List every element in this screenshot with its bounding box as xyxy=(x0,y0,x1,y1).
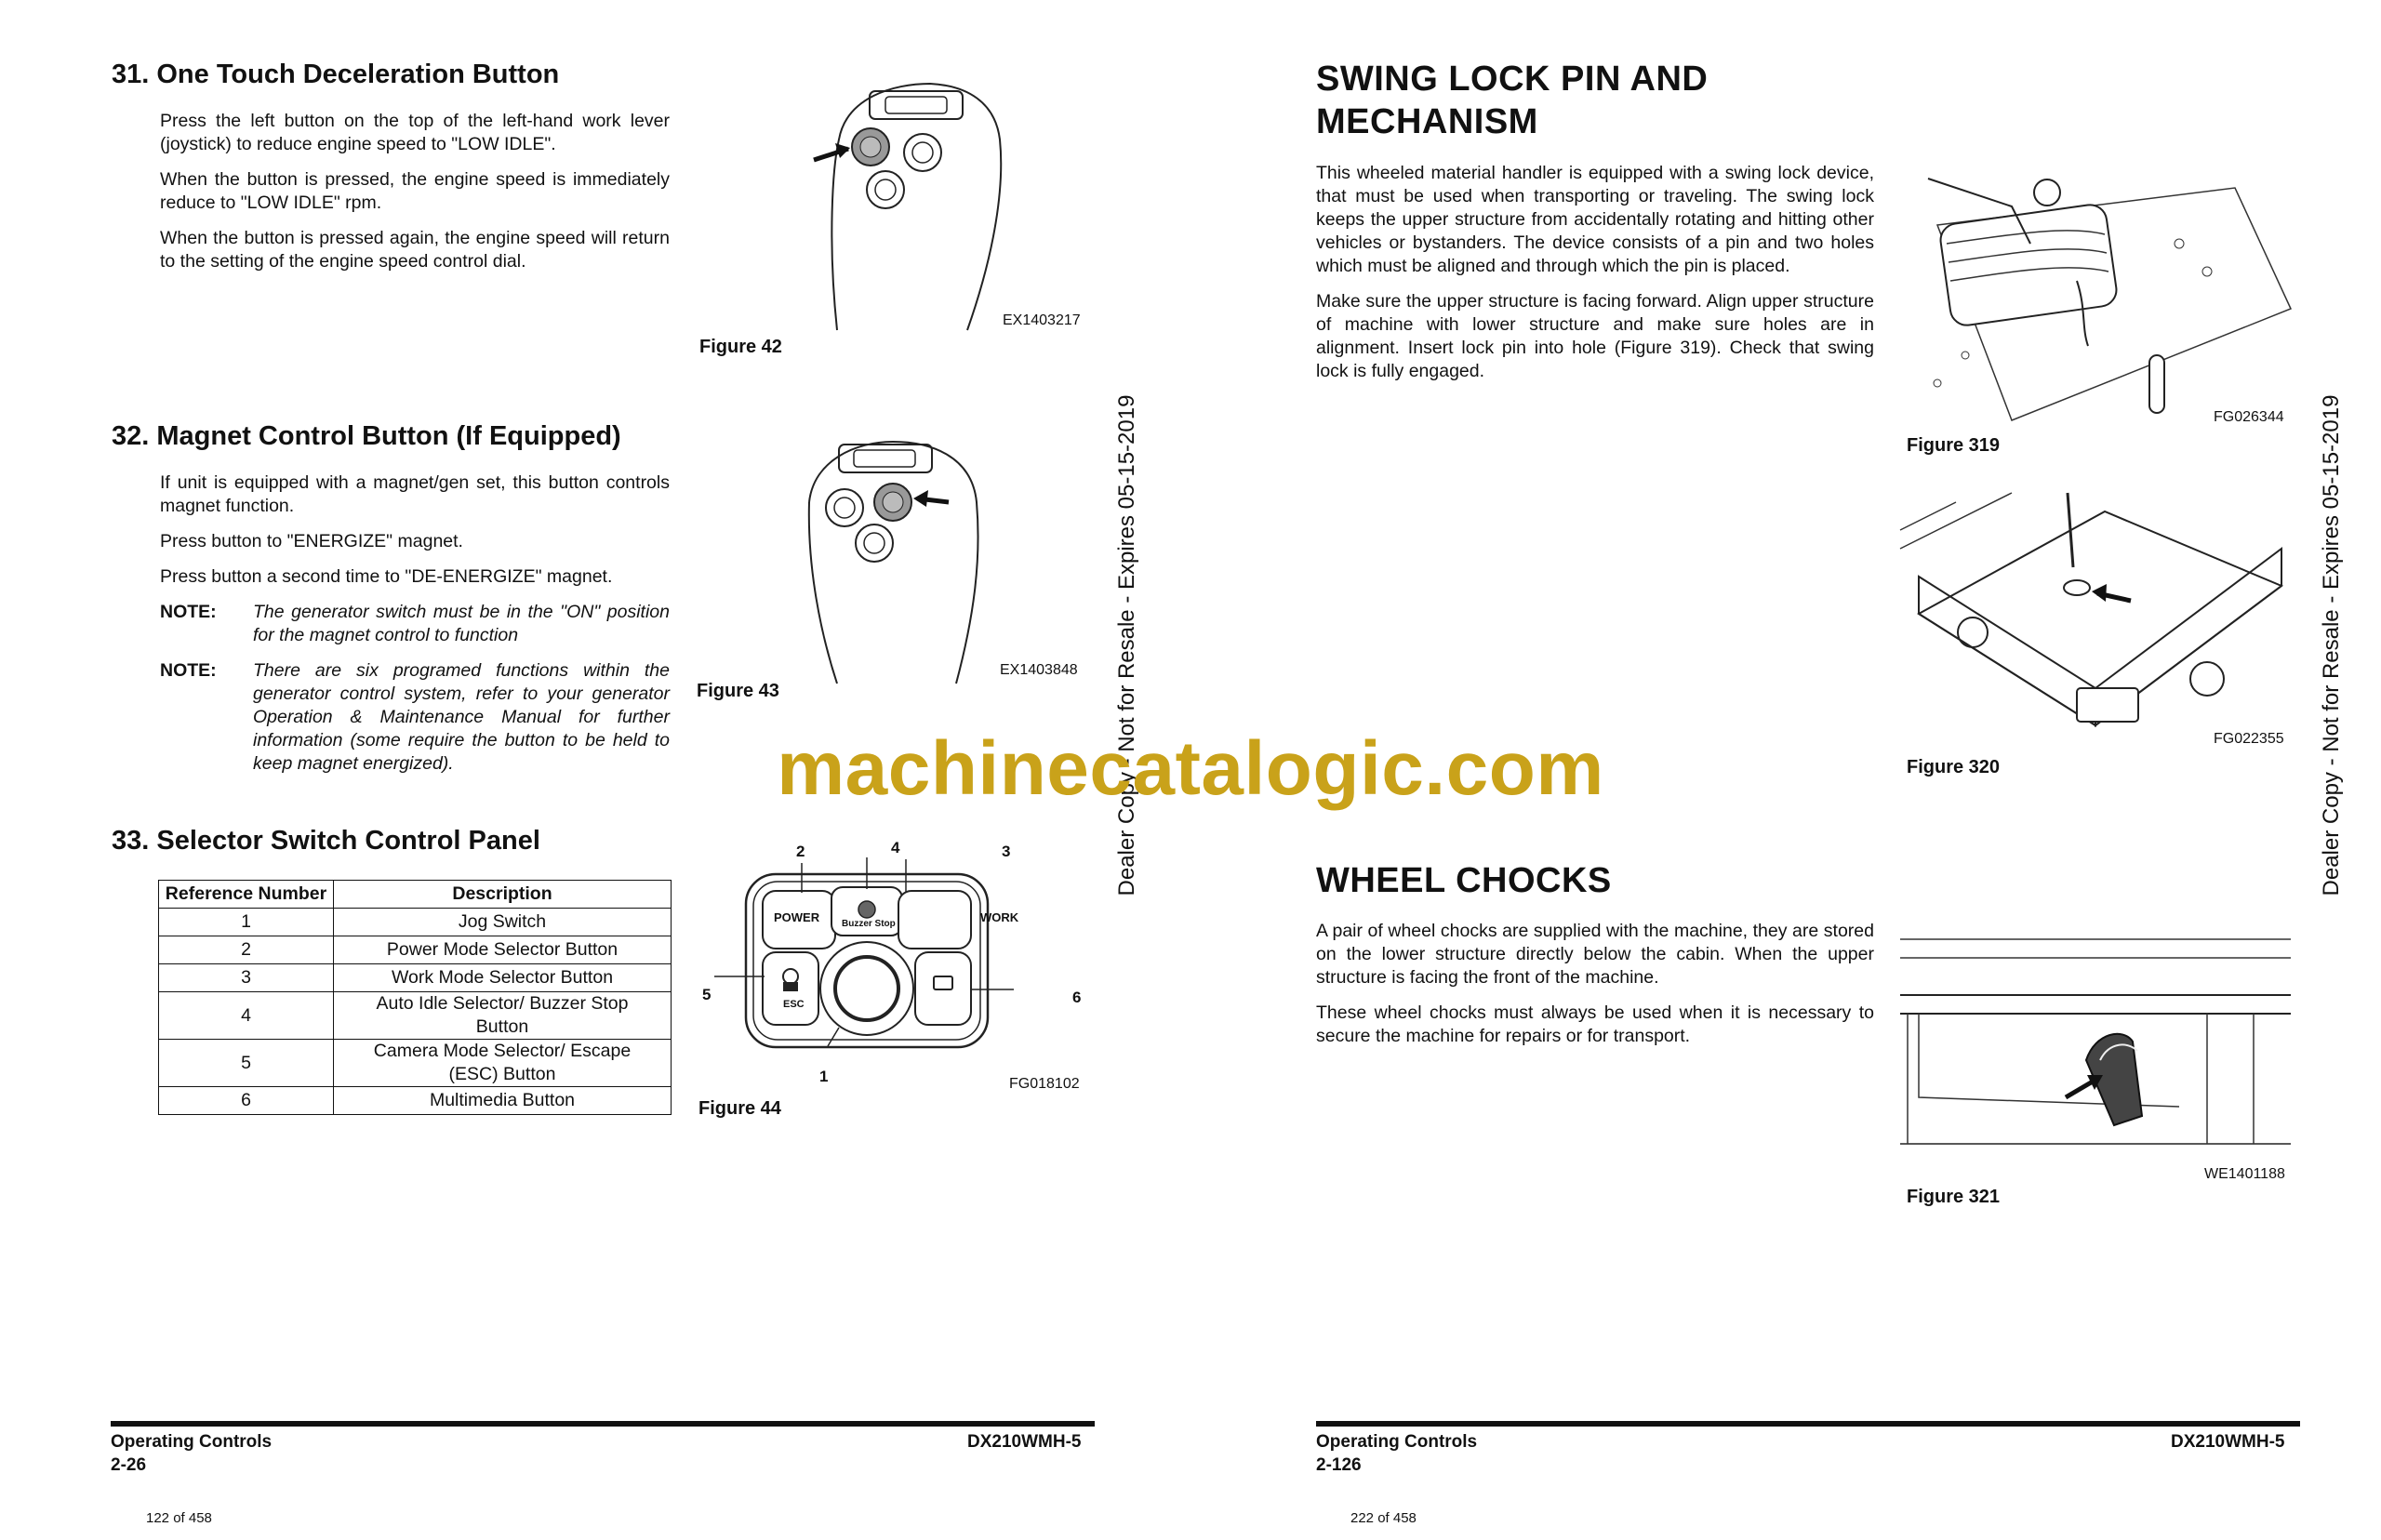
figure-42-code: EX1403217 xyxy=(1003,312,1081,328)
figure-319-code: FG026344 xyxy=(2214,409,2284,425)
paragraph: Press button to "ENERGIZE" magnet. xyxy=(160,531,463,551)
footer-rule xyxy=(1316,1421,2300,1427)
paragraph: Make sure the upper structure is facing forward. Align upper structure of machine with lower structure and make sure holes are in alignment. Insert lock pin into hole (Figure 319). Check that swing lock is fully engaged. xyxy=(1316,291,1874,381)
note-text: The generator switch must be in the "ON" position for the magnet control to function xyxy=(253,602,670,645)
col-header-reference: Reference Number xyxy=(159,881,334,909)
cell-ref: 3 xyxy=(159,964,334,992)
figure-320-caption: Figure 320 xyxy=(1907,757,2001,777)
cell-desc: Multimedia Button xyxy=(334,1087,672,1115)
wheel-chocks-illustration-fig321 xyxy=(1900,921,2291,1153)
paragraph: If unit is equipped with a magnet/gen set, this button controls magnet function. xyxy=(160,472,670,516)
joystick-illustration-fig42 xyxy=(809,84,1051,325)
section-32-heading: 32. Magnet Control Button (If Equipped) xyxy=(112,421,621,451)
power-button-label: POWER xyxy=(774,910,820,924)
figure-320-code: FG022355 xyxy=(2214,731,2284,747)
wheel-chocks-heading: WHEEL CHOCKS xyxy=(1316,861,1612,900)
figure-42-caption: Figure 42 xyxy=(699,337,782,357)
cell-desc: Work Mode Selector Button xyxy=(334,964,672,992)
section-33-heading: 33. Selector Switch Control Panel xyxy=(112,826,540,856)
figure-319-caption: Figure 319 xyxy=(1907,435,2001,456)
table-row xyxy=(159,964,672,992)
section-31-body xyxy=(160,110,670,285)
note xyxy=(160,601,670,647)
heading-line-1: SWING LOCK PIN AND xyxy=(1316,60,1709,99)
note-text: There are six programed functions within the generator control system, refer to your generator Operation & Maintenance Manual for further information (some require the button to be held to keep magnet energized). xyxy=(253,660,670,774)
callout-6: 6 xyxy=(1072,989,1082,1006)
callout-5: 5 xyxy=(702,986,712,1003)
watermark: machinecatalogic.com xyxy=(777,726,1604,811)
swing-lock-heading xyxy=(1316,58,1708,143)
page-count: 222 of 458 xyxy=(1350,1510,1417,1526)
paragraph: These wheel chocks must always be used when it is necessary to secure the machine for repairs or for transport. xyxy=(1316,1002,1874,1046)
table-row xyxy=(159,1040,672,1087)
table-row xyxy=(159,992,672,1040)
swing-lock-pin-illustration-fig319 xyxy=(1900,169,2291,430)
footer-page: 2-26 xyxy=(111,1455,147,1475)
note-label: NOTE: xyxy=(160,660,217,681)
section-31-heading: 31. One Touch Deceleration Button xyxy=(112,60,560,89)
cell-desc: Auto Idle Selector/ Buzzer Stop Button xyxy=(334,992,672,1040)
cell-ref: 1 xyxy=(159,909,334,936)
page-count: 122 of 458 xyxy=(146,1510,212,1526)
joystick-illustration-fig43 xyxy=(800,437,1042,679)
footer-section: Operating Controls xyxy=(111,1432,273,1452)
footer-model: DX210WMH-5 xyxy=(2171,1432,2285,1452)
swing-lock-body xyxy=(1316,162,1874,395)
esc-label: ESC xyxy=(783,999,805,1010)
cell-ref: 2 xyxy=(159,936,334,964)
paragraph: When the button is pressed, the engine speed is immediately reduce to "LOW IDLE" rpm. xyxy=(160,169,670,213)
table-row xyxy=(159,1087,672,1115)
figure-321-caption: Figure 321 xyxy=(1907,1187,2001,1207)
paragraph: This wheeled material handler is equipped with a swing lock device, that must be used when transporting or traveling. The swing lock keeps the upper structure from accidentally rotating and hitting other vehicles or bystanders. The device consists of a pin and two holes which must be aligned and through which the pin is placed. xyxy=(1316,163,1874,276)
col-header-description: Description xyxy=(334,881,672,909)
footer-rule xyxy=(111,1421,1095,1427)
paragraph: Press the left button on the top of the left-hand work lever (joystick) to reduce engine speed to "LOW IDLE". xyxy=(160,111,670,154)
note-label: NOTE: xyxy=(160,602,217,622)
callout-4: 4 xyxy=(891,839,900,856)
reference-table xyxy=(158,880,672,1115)
footer-model: DX210WMH-5 xyxy=(967,1432,1082,1452)
table-row xyxy=(159,936,672,964)
callout-1: 1 xyxy=(819,1068,829,1085)
buzzer-stop-label: Buzzer Stop xyxy=(842,919,896,929)
heading-line-2: MECHANISM xyxy=(1316,102,1538,141)
figure-321-code: WE1401188 xyxy=(2204,1166,2285,1182)
cell-ref: 5 xyxy=(159,1040,334,1087)
footer-section: Operating Controls xyxy=(1316,1432,1478,1452)
swing-lock-mechanism-illustration-fig320 xyxy=(1900,484,2291,735)
cell-desc: Power Mode Selector Button xyxy=(334,936,672,964)
cell-desc: Jog Switch xyxy=(334,909,672,936)
dealer-copy-stamp: Dealer Copy - Not for Resale - Expires 05-15-2019 xyxy=(1114,394,1139,896)
figure-43-caption: Figure 43 xyxy=(697,681,779,701)
figure-44-code: FG018102 xyxy=(1009,1076,1080,1092)
table-row xyxy=(159,909,672,936)
paragraph: When the button is pressed again, the engine speed will return to the setting of the engine speed control dial. xyxy=(160,228,670,272)
footer-page: 2-126 xyxy=(1316,1455,1362,1475)
dealer-copy-stamp: Dealer Copy - Not for Resale - Expires 05-15-2019 xyxy=(2319,394,2344,896)
cell-desc: Camera Mode Selector/ Escape (ESC) Button xyxy=(334,1040,672,1087)
selector-panel-illustration xyxy=(698,837,1014,1060)
figure-43-code: EX1403848 xyxy=(1000,662,1078,678)
work-button-label: WORK xyxy=(980,910,1019,924)
paragraph: Press button a second time to "DE-ENERGIZE" magnet. xyxy=(160,566,613,587)
cell-ref: 4 xyxy=(159,992,334,1040)
cell-ref: 6 xyxy=(159,1087,334,1115)
wheel-chocks-body xyxy=(1316,920,1874,1060)
callout-2: 2 xyxy=(796,843,805,860)
paragraph: A pair of wheel chocks are supplied with the machine, they are stored on the lower structure directly below the cabin. When the upper structure is facing the front of the machine. xyxy=(1316,921,1874,988)
figure-44-caption: Figure 44 xyxy=(698,1098,781,1119)
callout-3: 3 xyxy=(1002,843,1011,860)
